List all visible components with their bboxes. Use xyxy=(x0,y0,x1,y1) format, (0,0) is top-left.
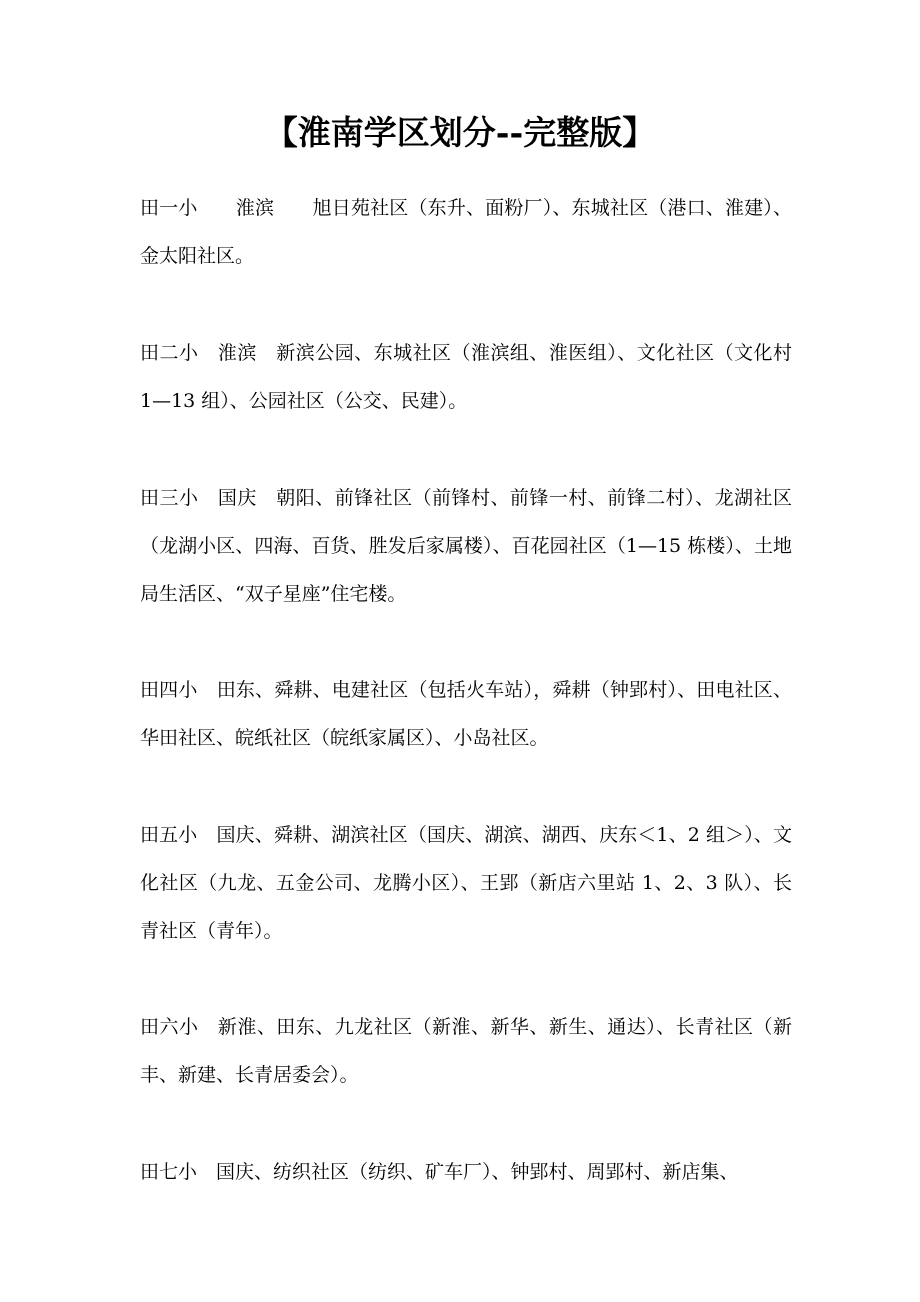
district-description: 田东、舜耕、电建社区（包括火车站），舜耕（钟郢村）、田电社区、华田社区、皖纸社区（皖纸家属区）、小岛社区。 xyxy=(140,679,792,749)
school-district-entry xyxy=(140,666,792,762)
school-name: 田二小 淮滨 xyxy=(140,342,277,364)
school-name: 田三小 国庆 xyxy=(140,487,277,509)
school-name: 田五小 xyxy=(140,824,217,846)
school-district-entry xyxy=(140,1148,792,1196)
school-name: 田四小 xyxy=(140,679,217,701)
school-district-entry xyxy=(140,474,792,618)
school-district-entry xyxy=(140,329,792,425)
district-description: 新淮、田东、九龙社区（新淮、新华、新生、通达）、长青社区（新丰、新建、长青居委会）。 xyxy=(140,1016,792,1086)
district-description: 朝阳、前锋社区（前锋村、前锋一村、前锋二村）、龙湖社区（龙湖小区、四海、百货、胜发后家属楼）、百花园社区（1—15 栋楼）、土地局生活区、“双子星座”住宅楼。 xyxy=(140,487,792,605)
school-name: 田一小 淮滨 xyxy=(140,197,313,219)
document-title: 【淮南学区划分--完整版】 xyxy=(264,113,656,152)
school-district-entry xyxy=(140,811,792,955)
school-district-entry xyxy=(140,184,792,280)
school-district-entry xyxy=(140,1003,792,1099)
school-name: 田六小 xyxy=(140,1016,218,1038)
district-description: 国庆、舜耕、湖滨社区（国庆、湖滨、湖西、庆东＜1、2 组＞）、文化社区（九龙、五金公司、龙腾小区）、王郢（新店六里站 1、2、3 队）、长青社区（青年）。 xyxy=(140,824,792,942)
district-description: 新滨公园、东城社区（淮滨组、淮医组）、文化社区（文化村 1—13 组）、公园社区（公交、民建）。 xyxy=(140,342,792,412)
school-name: 田七小 xyxy=(140,1161,217,1183)
district-description: 国庆、纺织社区（纺织、矿车厂）、钟郢村、周郢村、新店集、 xyxy=(216,1161,739,1183)
district-description: 旭日苑社区（东升、面粉厂）、东城社区（港口、淮建）、金太阳社区。 xyxy=(140,197,792,267)
